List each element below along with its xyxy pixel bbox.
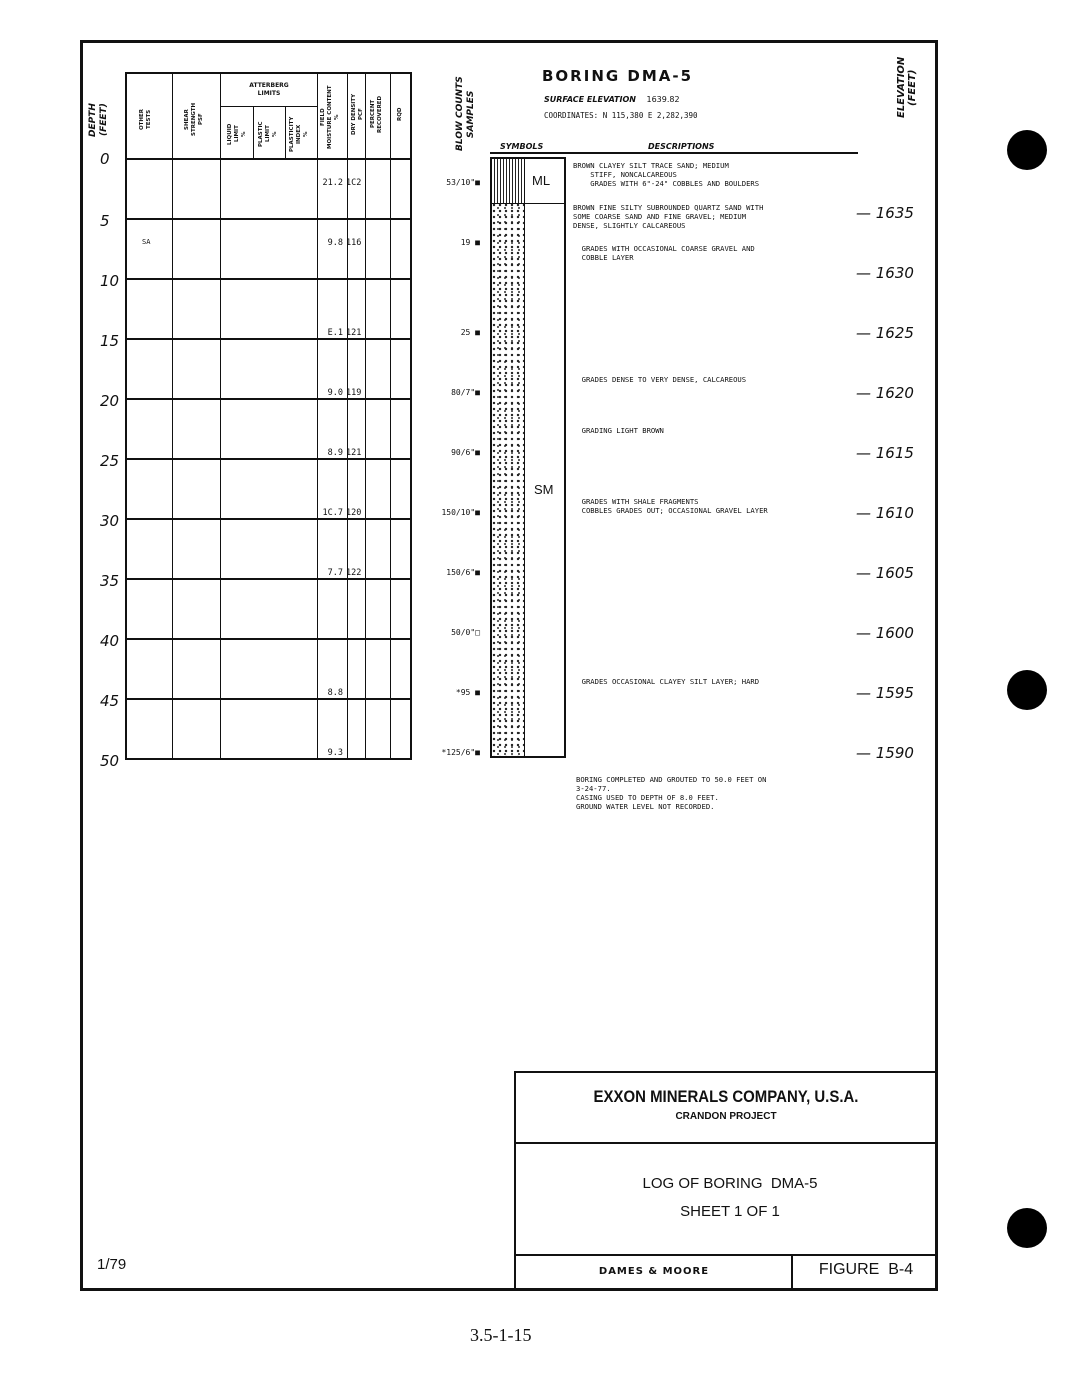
density-value: 119 (346, 388, 362, 398)
moisture-value: 1C.7 (322, 508, 343, 518)
depth-label: 10 (100, 272, 120, 290)
table-row-line (125, 338, 412, 340)
description-text: BROWN CLAYEY SILT TRACE SAND; MEDIUM STIFF, NONCALCAREOUS GRADES WITH 6"-24" COBBLES AND BOULDERS (573, 161, 760, 188)
symbols-header: SYMBOLS (500, 142, 544, 151)
depth-column-header: DEPTH (FEET) (88, 103, 109, 137)
atterberg-limits-header: ATTERBERG LIMITS (249, 82, 289, 97)
blow-count: 80/7"■ (451, 388, 480, 397)
description-header-rule (490, 152, 858, 154)
punch-hole-middle (1007, 670, 1047, 710)
blow-count: 25 ■ (460, 328, 480, 337)
elevation-label: — 1630 (856, 263, 914, 282)
depth-label: 0 (100, 150, 110, 168)
description-text: BROWN FINE SILTY SUBROUNDED QUARTZ SAND WITH SOME COARSE SAND AND FINE GRAVEL; MEDIUM DENSE, SLIGHTLY CALCAREOUS (573, 203, 764, 230)
depth-label: 35 (100, 572, 120, 590)
ml-symbol-label: ML (532, 173, 551, 188)
table-row-line (125, 518, 412, 520)
description-text: GRADING LIGHT BROWN (573, 426, 664, 436)
elevation-label: — 1625 (856, 323, 914, 342)
surface-elevation-value: 1639.82 (646, 95, 680, 104)
moisture-value: 9.3 (327, 748, 343, 758)
depth-label: 5 (100, 212, 110, 230)
shear-strength-header: SHEAR STRENGTH PSF (184, 102, 204, 137)
other-tests-header: OTHER TESTS (139, 108, 152, 131)
table-row-line (125, 458, 412, 460)
elevation-label: — 1600 (856, 623, 914, 642)
depth-label: 40 (100, 632, 120, 650)
description-text: GRADES DENSE TO VERY DENSE, CALCAREOUS (573, 374, 747, 384)
table-row-line (125, 218, 412, 220)
boring-footnote: BORING COMPLETED AND GROUTED TO 50.0 FEET ON 3-24-77. CASING USED TO DEPTH OF 8.0 FEET. GROUND WATER LEVEL NOT RECORDED. (576, 775, 767, 811)
elevation-label: — 1605 (856, 563, 914, 582)
plasticity-index-header: PLASTICITY INDEX % (289, 116, 309, 152)
table-row-line (125, 638, 412, 640)
log-title: LOG OF BORING DMA-5 (642, 1175, 818, 1192)
blow-count: *95 ■ (455, 688, 480, 697)
lab-test-table (125, 72, 412, 760)
elevation-label: — 1610 (856, 503, 914, 522)
company-name: EXXON MINERALS COMPANY, U.S.A. (593, 1087, 859, 1106)
field-moisture-header: FIELD MOISTURE CONTENT % (320, 85, 340, 149)
punch-hole-top (1007, 130, 1047, 170)
surface-elevation-label: SURFACE ELEVATION (544, 95, 636, 104)
page-number: 3.5-1-15 (470, 1325, 532, 1345)
depth-label: 30 (100, 512, 120, 530)
description-text: GRADES OCCASIONAL CLAYEY SILT LAYER; HARD (573, 677, 760, 686)
density-value: 121 (346, 448, 362, 458)
plastic-limit-header: PLASTIC LIMIT % (258, 121, 278, 147)
blow-count: 150/6"■ (446, 568, 480, 577)
depth-label: 45 (100, 692, 120, 710)
elevation-label: — 1595 (856, 683, 914, 702)
title-block (514, 1071, 938, 1291)
elevation-label: — 1620 (856, 383, 914, 402)
moisture-value: 9.8 (327, 238, 343, 248)
elevation-label: — 1590 (856, 743, 914, 762)
descriptions-header: DESCRIPTIONS (648, 142, 715, 151)
density-value: 116 (346, 238, 362, 248)
moisture-value: E.1 (327, 328, 343, 338)
density-value: 120 (346, 508, 362, 518)
depth-label: 15 (100, 332, 120, 350)
project-name: CRANDON PROJECT (675, 1111, 777, 1122)
other-test-value: SA (142, 238, 151, 246)
density-value: 122 (346, 568, 362, 578)
punch-hole-bottom (1007, 1208, 1047, 1248)
strata-boundary (492, 203, 564, 204)
percent-recovered-header: PERCENT RECOVERED (370, 95, 383, 133)
moisture-value: 8.8 (327, 688, 343, 698)
blow-count: 150/10"■ (441, 508, 480, 517)
surface-elevation (544, 95, 680, 104)
firm-name: DAMES & MOORE (598, 1266, 710, 1277)
sm-symbol-pattern (492, 203, 525, 756)
table-row-line (125, 278, 412, 280)
elevation-label: — 1635 (856, 203, 914, 222)
sheet-number: SHEET 1 OF 1 (680, 1203, 780, 1220)
moisture-value: 9.0 (327, 388, 343, 398)
table-row-line (125, 398, 412, 400)
depth-label: 50 (100, 752, 120, 770)
ml-symbol-hatch (492, 159, 525, 203)
table-row-line (125, 698, 412, 700)
sm-symbol-label: SM (534, 482, 554, 497)
rqd-header: RQD (397, 107, 403, 121)
blow-count: 90/6"■ (451, 448, 480, 457)
table-row-line (125, 758, 412, 760)
coordinates: COORDINATES: N 115,380 E 2,282,390 (544, 111, 698, 120)
elevation-label: — 1615 (856, 443, 914, 462)
density-value: 121 (346, 328, 362, 338)
depth-label: 25 (100, 452, 120, 470)
description-text: GRADES WITH SHALE FRAGMENTS COBBLES GRADES OUT; OCCASIONAL GRAVEL LAYER (581, 497, 768, 515)
moisture-value: 7.7 (327, 568, 343, 578)
blow-count: 53/10"■ (446, 178, 480, 187)
moisture-value: 21.2 (322, 178, 343, 188)
liquid-limit-header: LIQUID LIMIT % (227, 123, 247, 145)
date-mark: 1/79 (97, 1256, 127, 1273)
moisture-value: 8.9 (327, 448, 343, 458)
blow-count: *125/6"■ (441, 748, 480, 757)
figure-number: FIGURE B-4 (818, 1261, 914, 1278)
description-text: GRADES WITH OCCASIONAL COARSE GRAVEL AND COBBLE LAYER (581, 243, 755, 262)
depth-label: 20 (100, 392, 120, 410)
boring-title: BORING DMA-5 (542, 67, 694, 85)
density-value: 1C2 (346, 178, 362, 188)
blow-counts-header: BLOW COUNTS SAMPLES (455, 76, 476, 152)
blow-count: 50/0"□ (451, 628, 480, 637)
table-row-line (125, 578, 412, 580)
elevation-header: ELEVATION (FEET) (896, 56, 918, 118)
strata-column (490, 157, 566, 758)
dry-density-header: DRY DENSITY PCF (351, 93, 364, 135)
blow-count: 19 ■ (460, 238, 480, 247)
